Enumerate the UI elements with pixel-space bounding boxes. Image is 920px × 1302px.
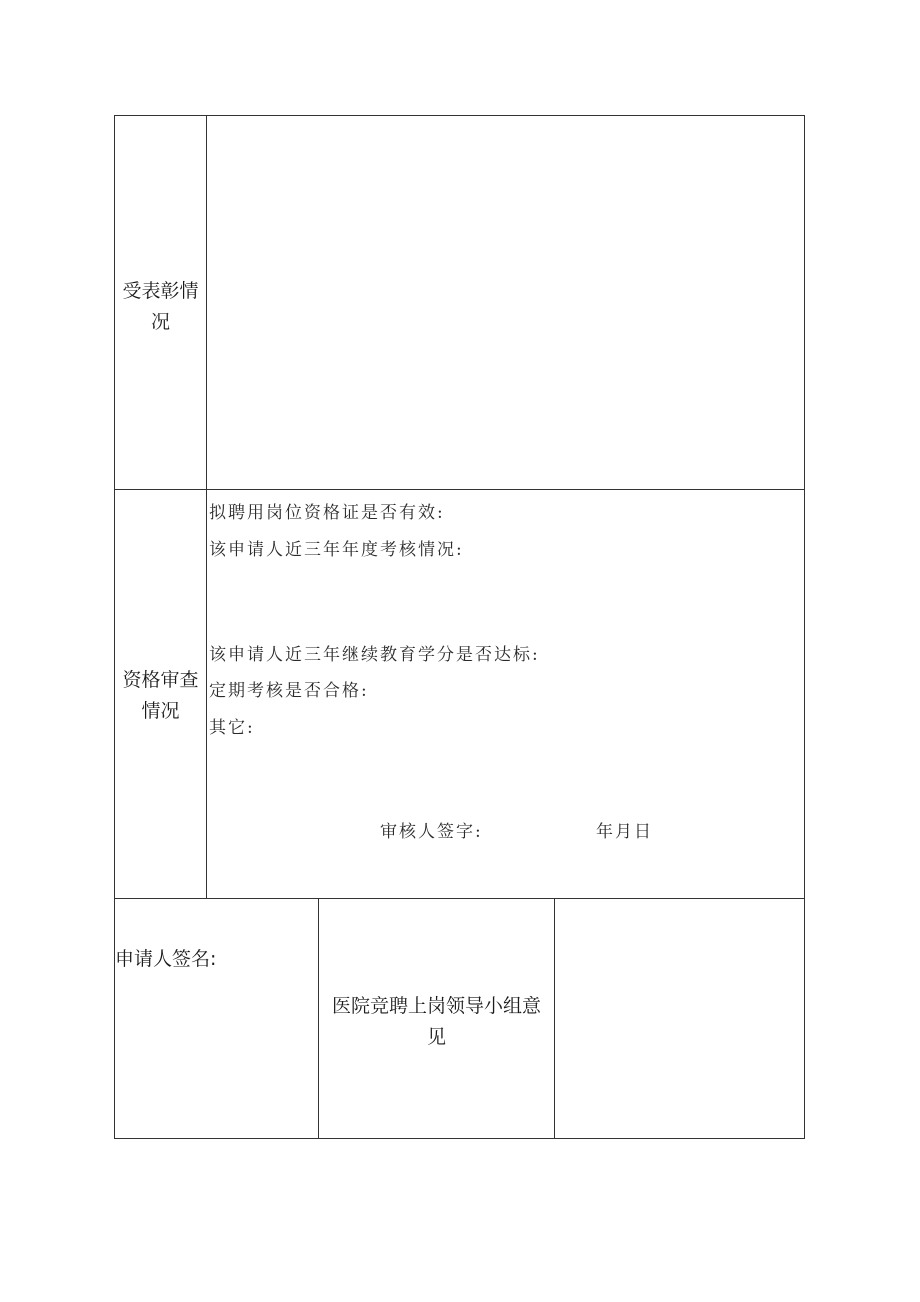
committee-opinion-label <box>319 991 554 1053</box>
awards-content-area[interactable] <box>207 116 805 489</box>
education-credits-question: 该申请人近三年继续教育学分是否达标: <box>209 645 540 665</box>
committee-opinion-area[interactable] <box>555 899 805 1139</box>
annual-assessment-question: 该申请人近三年年度考核情况: <box>209 540 464 560</box>
periodic-assessment-question: 定期考核是否合格: <box>209 681 369 701</box>
awards-label <box>115 276 206 338</box>
other-question: 其它: <box>209 718 255 738</box>
reviewer-signature-label: 审核人签字: <box>380 822 483 842</box>
qualification-label <box>115 665 206 727</box>
application-form-table <box>114 115 805 1139</box>
review-date-label: 年月日 <box>596 822 653 842</box>
qualification-label-line2: 情况 <box>141 700 180 722</box>
qualification-label-line1: 资格审查 <box>122 669 199 691</box>
committee-label-line2: 见 <box>426 1026 446 1048</box>
row-divider-awards <box>115 489 804 490</box>
cert-valid-question: 拟聘用岗位资格证是否有效: <box>209 503 445 523</box>
awards-label-line1: 受表彰情 <box>122 280 199 302</box>
committee-label-line1: 医院竞聘上岗领导小组意 <box>331 995 541 1017</box>
applicant-signature-area[interactable] <box>115 976 318 1139</box>
applicant-signature-label: 申请人签名: <box>115 948 217 970</box>
awards-label-line2: 况 <box>150 311 170 333</box>
